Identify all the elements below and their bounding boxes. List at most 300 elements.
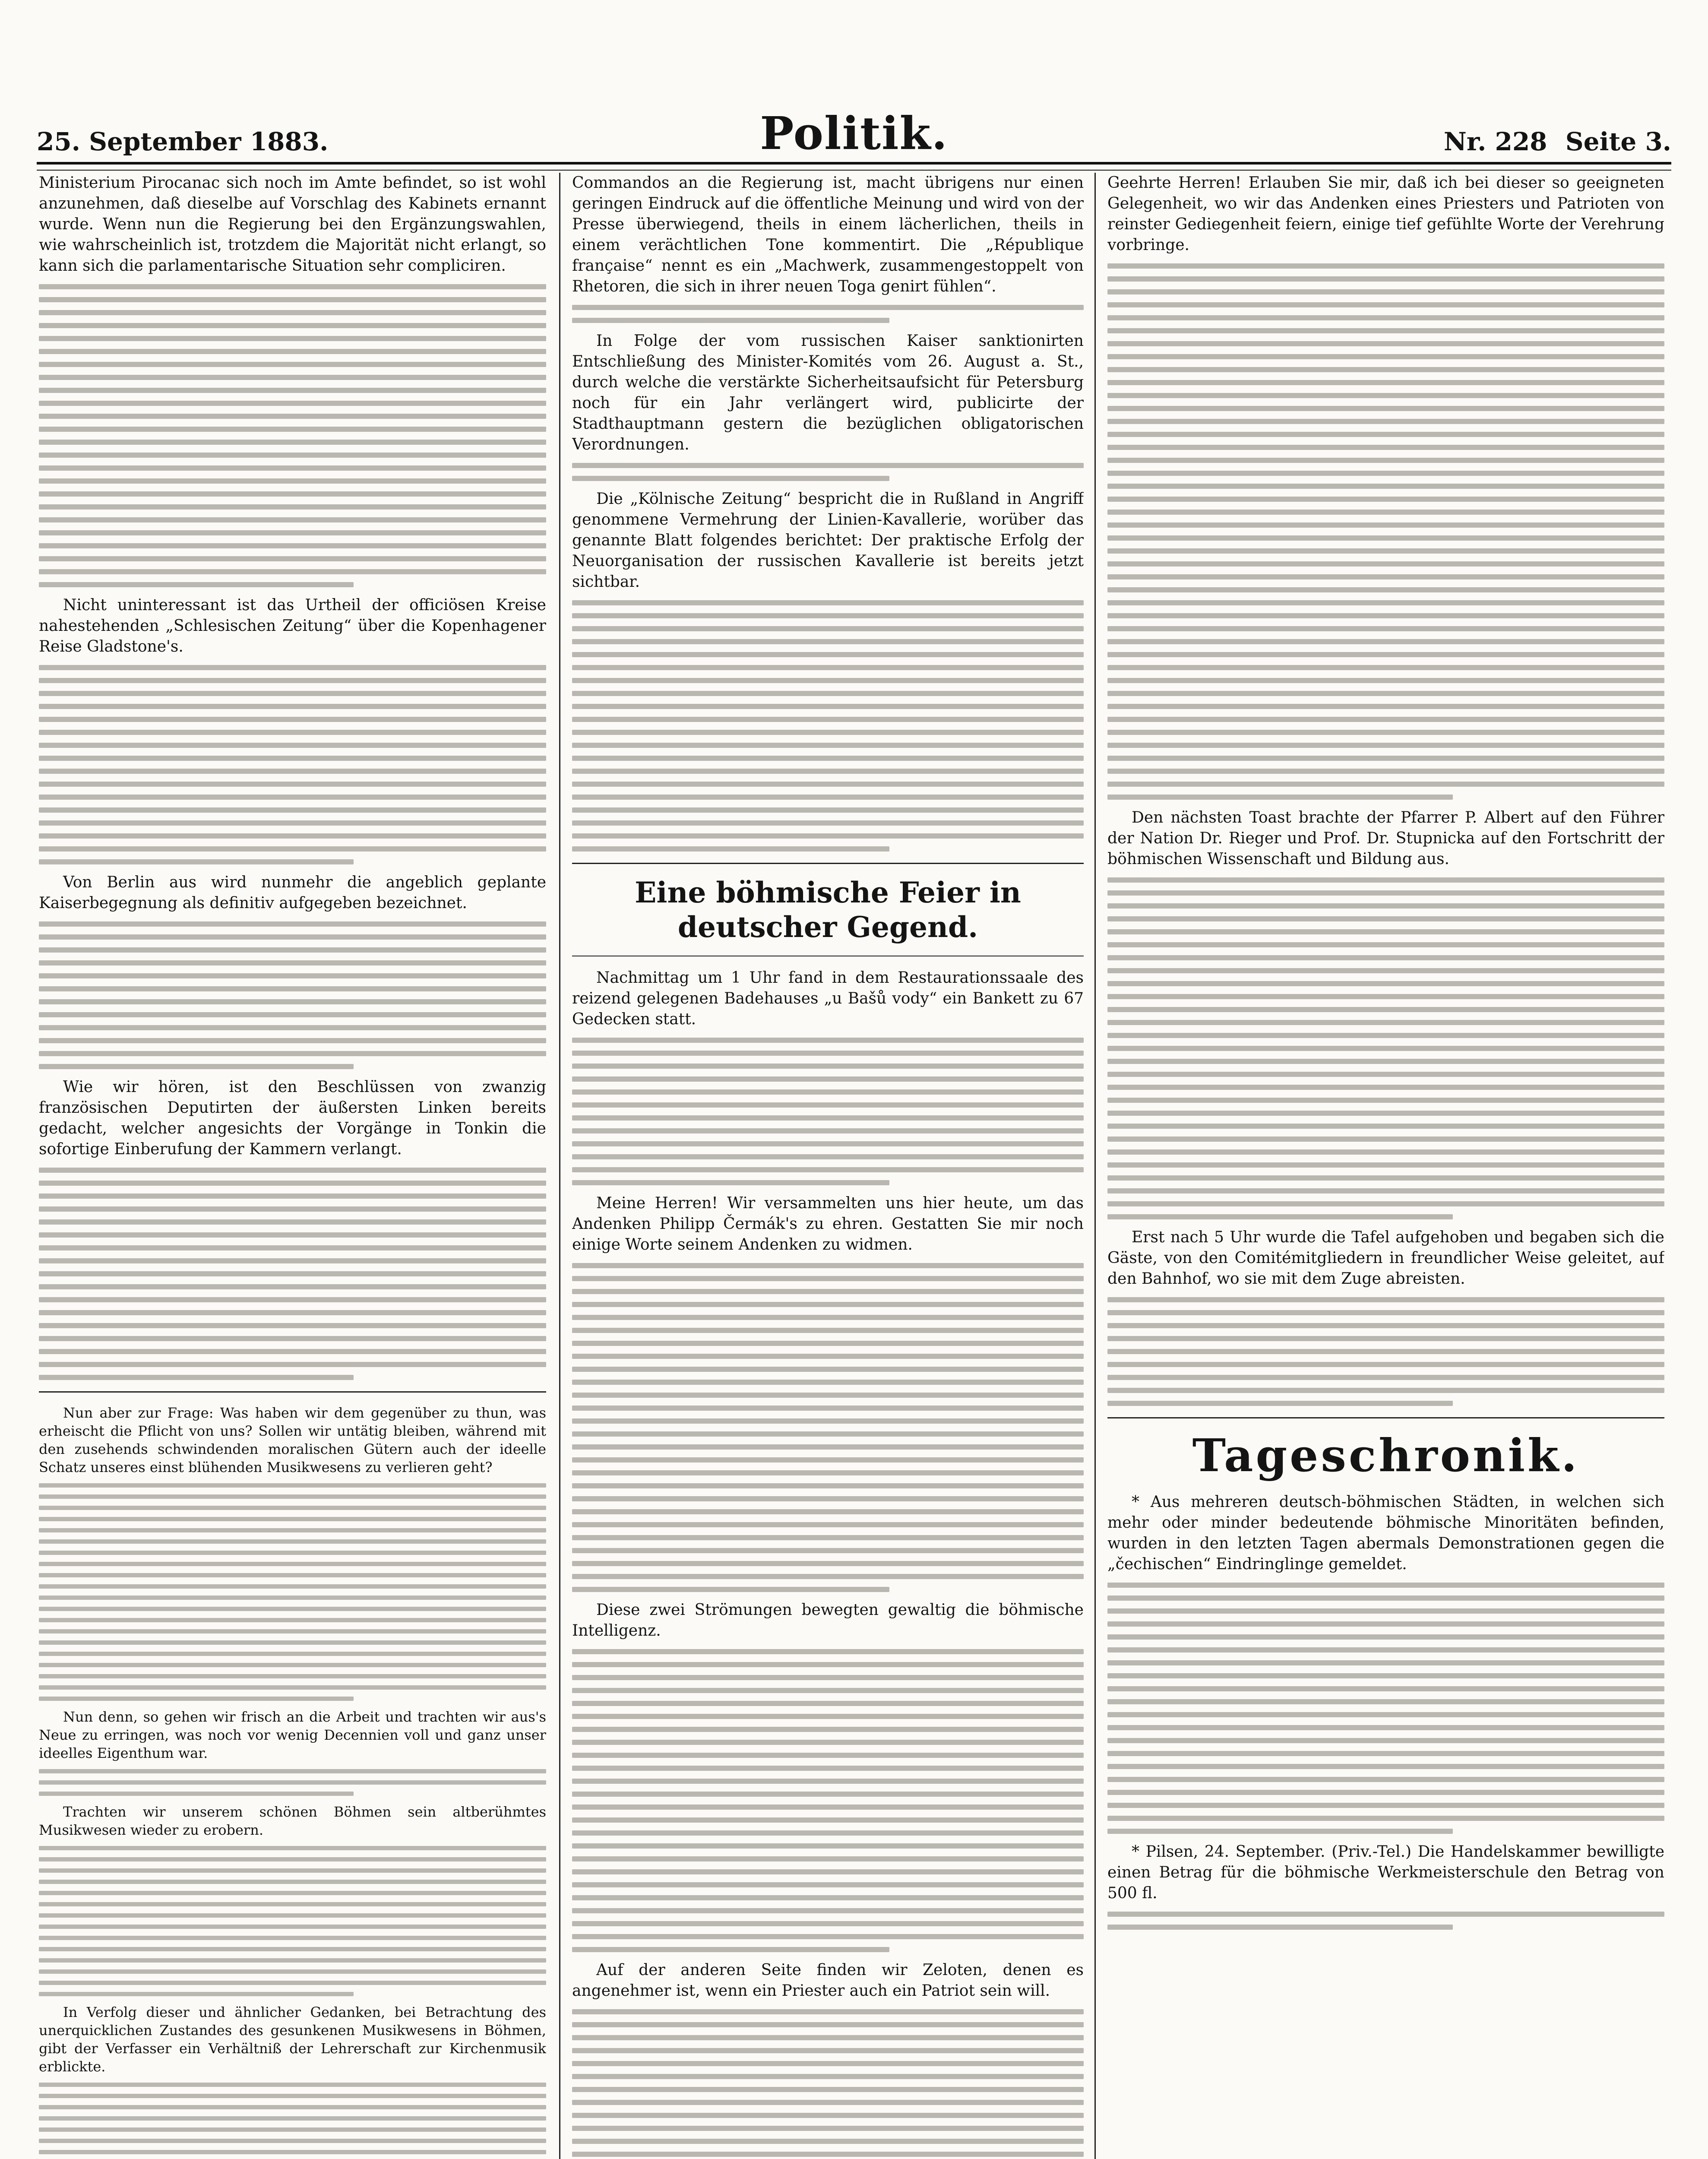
article-paragraph: Von Berlin aus wird nunmehr die angeblich geplante Kaiserbegegnung als definitiv aufgegeben bezeichnet. [39,874,546,912]
text-line [39,1958,546,1963]
text-line [1107,302,1664,307]
text-line [39,1573,546,1577]
text-line [39,1868,546,1873]
text-line [39,582,354,587]
text-line [572,318,889,323]
text-line [39,1947,546,1951]
article-paragraph: Geehrte Herren! Erlauben Sie mir, daß ich bei dieser so geeigneten Gelegenheit, wo wir das Andenken eines Priesters und Patrioten von reinster Gediegenheit feiern, einige tief gefühlte Worte der Verehrung vorbringe. [1107,174,1664,254]
column-3 [1107,173,1664,2159]
text-line [1107,704,1664,709]
article-paragraph: Meine Herren! Wir versammelten uns hier heute, um das Andenken Philipp Čermák's zu ehren. Gestatten Sie mir noch einige Worte seinem Andenken zu widmen. [572,1194,1084,1254]
text-line [39,833,546,839]
text-line [1107,1790,1664,1795]
text-line [572,1406,1084,1411]
text-line [1107,626,1664,631]
text-line [572,1509,1084,1514]
text-line [1107,315,1664,320]
text-line [572,305,1084,310]
text-line [1107,1401,1453,1406]
body-text-lines [1107,877,1664,1219]
text-line [572,1141,1084,1146]
text-line [572,1115,1084,1121]
text-line [572,1380,1084,1385]
article-paragraph: Wie wir hören, ist den Beschlüssen von zwanzig französischen Deputirten der äußersten Linken bereits gedacht, welcher angesichts der Vorgänge in Tonkin die sofortige Einberufung der Kammern verlangt. [39,1078,546,1158]
text-line [572,1869,1084,1874]
body-text-lines [39,2083,546,2159]
text-line [572,1587,889,1592]
text-line [39,1245,546,1250]
text-line [39,1193,546,1199]
text-line [1107,587,1664,592]
article-paragraph: Nun denn, so gehen wir frisch an die Arbeit und trachten wir aus's Neue zu erringen, was noch vor wenig Decennien voll und ganz unser ideelles Eigenthum war. [39,1709,546,1761]
text-line [1107,1725,1664,1730]
text-line [39,1607,546,1611]
article-paragraph: Auf der anderen Seite finden wir Zeloten, denen es angenehmer ist, wenn ein Priester auch ein Patriot sein will. [572,1961,1084,2000]
text-line [572,1701,1084,1706]
text-line [39,1349,546,1354]
text-line [1107,380,1664,385]
text-line [39,1271,546,1276]
text-line [572,1830,1084,1836]
text-line [1107,1596,1664,1601]
section-headline: Tageschronik. [1192,1429,1580,1482]
text-line [1107,890,1664,896]
text-line [39,427,546,432]
text-line [572,2048,1084,2053]
text-line [1107,955,1664,960]
text-line [1107,639,1664,644]
text-line [572,1548,1084,1553]
text-line [39,960,546,966]
text-line [1107,1175,1664,1181]
text-line [1107,1033,1664,1038]
text-line [39,1539,546,1544]
text-line [572,846,889,852]
text-line [572,678,1084,683]
body-text-lines [572,1038,1084,1185]
text-line [572,613,1084,618]
text-line [1107,1751,1664,1756]
text-line [1107,535,1664,541]
text-line [39,2150,546,2154]
body-text-lines [572,1263,1084,1592]
text-line [572,1947,889,1952]
text-line [1107,289,1664,294]
column-1 [39,173,546,2159]
issue-number: Nr. 228 [1443,127,1547,156]
text-line [39,1051,546,1056]
text-line [39,1981,546,1985]
body-text-lines [39,665,546,864]
text-line [39,769,546,774]
text-line [39,1846,546,1850]
text-line [572,1076,1084,1082]
text-line [572,1051,1084,1056]
text-line [39,1494,546,1499]
text-line [39,2083,546,2087]
text-line [572,1276,1084,1281]
text-line [572,1561,1084,1566]
text-line [572,1180,889,1185]
text-line [1107,1388,1664,1393]
text-line [572,476,889,481]
text-line [39,1857,546,1861]
text-line [39,1336,546,1341]
article-paragraph: Ministerium Pirocanac sich noch im Amte befindet, so ist wohl anzunehmen, daß dieselbe auf Vorschlag des Kabinets ernannt wurde. Wenn nun die Regierung bei den Ergänzungswahlen, wie wahrscheinlich ist, trotzdem die Majorität nicht erlangt, so kann sich die parlamentarische Situation sehr compliciren. [39,174,546,275]
text-line [39,1969,546,1974]
text-line [572,1470,1084,1475]
text-line [39,2139,546,2143]
text-line [39,795,546,800]
text-line [572,1038,1084,1043]
text-line [39,1685,546,1690]
article-paragraph: Nachmittag um 1 Uhr fand in dem Restaurationssaale des reizend gelegenen Badehauses „u Bašů vody“ ein Bankett zu 67 Gedecken statt. [572,969,1084,1028]
text-line [572,730,1084,735]
text-line [39,1038,546,1043]
article-paragraph: * Aus mehreren deutsch-böhmischen Städten, in welchen sich mehr oder minder bedeutende böhmische Minoritäten befinden, wurden in den letzten Tagen abermals Demonstrationen gegen die „čechischen“ Eindringlinge gemeldet. [1107,1493,1664,1573]
text-line [39,665,546,670]
text-line [39,1362,546,1367]
text-line [39,1663,546,1667]
text-line [39,820,546,826]
text-line [1107,1660,1664,1665]
text-line [1107,1072,1664,1077]
text-line [39,440,546,445]
text-line [572,717,1084,722]
text-line [1107,1621,1664,1627]
text-line [1107,1738,1664,1743]
text-line [572,1102,1084,1108]
text-line [39,1168,546,1173]
text-line [572,1457,1084,1463]
text-line [1107,484,1664,489]
text-line [39,491,546,497]
text-line [39,1562,546,1566]
text-line [1107,678,1664,683]
body-text-lines [39,1168,546,1380]
text-line [572,1354,1084,1359]
article-separator [39,1391,546,1393]
text-line [1107,1712,1664,1717]
text-line [39,504,546,510]
text-line [1107,1816,1664,1821]
text-line [1107,1297,1664,1302]
text-line [1107,406,1664,411]
text-line [572,795,1084,800]
body-text-lines [572,305,1084,323]
article-separator [572,863,1084,864]
text-line [39,2116,546,2121]
text-line [572,2061,1084,2066]
text-line [39,1640,546,1645]
text-line [1107,1362,1664,1367]
text-line [39,986,546,991]
text-line [39,543,546,548]
text-line [572,1921,1084,1926]
column-2 [572,173,1084,2159]
text-line [572,1804,1084,1810]
text-line [572,1574,1084,1579]
text-line [39,323,546,328]
text-line [1107,929,1664,934]
body-text-lines [1107,1297,1664,1406]
text-line [1107,1323,1664,1328]
text-line [1107,795,1453,800]
text-line [1107,1149,1664,1155]
body-text-lines [572,2009,1084,2159]
text-line [1107,613,1664,618]
text-line [1107,1803,1664,1808]
text-line [39,947,546,953]
text-line [572,600,1084,605]
text-line [1107,994,1664,999]
text-line [572,1688,1084,1693]
text-line [39,1618,546,1622]
text-line [572,2035,1084,2040]
text-line [1107,1375,1664,1380]
text-line [572,743,1084,748]
text-line [39,530,546,535]
text-line [572,1817,1084,1823]
text-line [572,665,1084,670]
text-line [39,678,546,683]
text-line [39,1629,546,1633]
text-line [1107,522,1664,528]
text-line [1107,354,1664,359]
text-line [572,1496,1084,1501]
text-line [39,1925,546,1929]
text-line [1107,1349,1664,1354]
body-text-lines [1107,1912,1664,1930]
text-line [39,730,546,735]
text-line [39,846,546,852]
text-line [1107,968,1664,973]
text-line [572,1779,1084,1784]
text-line [1107,1124,1664,1129]
text-line [39,1780,546,1785]
section-title: Politik. [760,107,948,160]
text-line [572,2139,1084,2144]
text-line [39,362,546,367]
text-line [572,1727,1084,1732]
text-line [1107,458,1664,463]
text-line [39,807,546,813]
text-line [572,1934,1084,1939]
text-line [572,1315,1084,1320]
text-line [1107,1925,1453,1930]
text-line [572,1882,1084,1887]
text-line [39,556,546,561]
text-line [39,1517,546,1521]
text-line [1107,652,1664,657]
masthead [37,108,1671,160]
text-line [39,1913,546,1918]
article-paragraph: In Folge der vom russischen Kaiser sanktionirten Entschließung des Minister-Komités vom 26. August a. St., durch welche die verstärkte Sicherheitsaufsicht für Petersburg noch für ein Jahr verlängert wird, publicirte der Stadthauptmann gestern die bezüglichen obligatorischen Verordnungen. [572,332,1084,453]
text-line [572,1649,1084,1654]
text-line [39,401,546,406]
text-line [572,2022,1084,2027]
text-line [572,626,1084,631]
text-line [39,517,546,522]
text-line [1107,1214,1453,1219]
text-line [39,1064,354,1069]
text-line [39,1674,546,1678]
text-line [1107,717,1664,722]
text-line [39,284,546,289]
text-line [39,1310,546,1315]
text-line [572,769,1084,774]
text-line [1107,1336,1664,1341]
article-paragraph: In Verfolg dieser und ähnlicher Gedanken, bei Betrachtung des unerquicklichen Zustandes des gesunkenen Musikwesens in Böhmen, gibt der Verfasser ein Verhältniß der Lehrerschaft zur Kirchenmusik erblickte. [39,2004,546,2075]
text-line [572,2152,1084,2157]
text-line [572,2074,1084,2079]
article-paragraph: Erst nach 5 Uhr wurde die Tafel aufgehoben und begaben sich die Gäste, von den Comitémitgliedern in freundlicher Weise geleitet, auf den Bahnhof, wo sie mit dem Zuge abreisten. [1107,1228,1664,1288]
text-line [572,1856,1084,1861]
text-line [1107,1777,1664,1782]
text-line [39,921,546,927]
text-line [572,1167,1084,1172]
text-line [39,388,546,393]
text-line [572,1444,1084,1450]
text-line [572,1843,1084,1849]
issue-info [1434,127,1671,156]
text-line [39,1025,546,1030]
text-line [572,1393,1084,1398]
text-line [39,1284,546,1289]
text-line [572,2100,1084,2105]
page-number: Seite 3. [1565,127,1671,156]
text-line [1107,1673,1664,1678]
text-line [1107,691,1664,696]
text-line [1107,1310,1664,1315]
text-line [1107,328,1664,333]
text-line [572,833,1084,839]
text-line [1107,1020,1664,1025]
text-line [1107,341,1664,346]
text-line [1107,276,1664,282]
body-text-lines [572,1649,1084,1952]
text-line [1107,1634,1664,1640]
text-line [1107,942,1664,947]
text-line [572,1154,1084,1159]
text-line [1107,1046,1664,1051]
text-line [39,1012,546,1017]
text-line [1107,1699,1664,1704]
text-line [572,1418,1084,1424]
text-line [1107,1686,1664,1691]
body-text-lines [39,921,546,1069]
issue-date: 25. September 1883. [37,127,329,156]
text-line [1107,903,1664,909]
text-line [572,704,1084,709]
text-line [1107,1188,1664,1193]
text-line [572,1753,1084,1758]
body-text-lines [39,1846,546,1996]
article-paragraph: Die „Kölnische Zeitung“ bespricht die in Rußland in Angriff genommene Vermehrung der Linien-Kavallerie, worüber das genannte Blatt folgendes berichtet: Der praktische Erfolg der Neuorganisation der russischen Kavallerie ist bereits jetzt sichtbar. [572,490,1084,591]
text-line [1107,445,1664,450]
text-line [39,453,546,458]
column-divider [559,173,560,2159]
text-line [39,414,546,419]
article-separator [1107,1417,1664,1418]
text-line [39,1323,546,1328]
text-line [572,1792,1084,1797]
text-line [572,1483,1084,1488]
text-line [1107,548,1664,554]
text-line [39,2127,546,2132]
text-line [39,1596,546,1600]
text-line [572,2113,1084,2118]
article-paragraph: Nun aber zur Frage: Was haben wir dem gegenüber zu thun, was erheischt die Pflicht von uns? Sollen wir untätig bleiben, während mit den zusehends schwindenden moralischen Gütern auch der ideelle Schatz unseres einst blühenden Musikwesens zu verlieren geht? [39,1405,546,1475]
text-line [39,1232,546,1238]
text-line [1107,1764,1664,1769]
text-line [39,973,546,978]
text-line [1107,756,1664,761]
text-line [39,756,546,761]
text-line [572,1895,1084,1900]
text-line [39,859,354,864]
text-line [572,1766,1084,1771]
body-text-lines [572,600,1084,852]
text-line [1107,1007,1664,1012]
text-line [1107,1829,1453,1834]
text-line [1107,1059,1664,1064]
text-line [39,2105,546,2109]
text-line [39,349,546,354]
text-line [1107,782,1664,787]
masthead-rule [37,162,1671,171]
text-line [39,1528,546,1532]
text-line [1107,1583,1664,1588]
text-line [1107,497,1664,502]
text-line [39,375,546,380]
article-paragraph: * Pilsen, 24. September. (Priv.-Tel.) Die Handelskammer bewilligte einen Betrag für die böhmische Werkmeisterschule den Betrag von 500 fl. [1107,1843,1664,1902]
article-paragraph: Diese zwei Strömungen bewegten gewaltig die böhmische Intelligenz. [572,1601,1084,1640]
text-line [572,1522,1084,1527]
text-line [1107,769,1664,774]
text-line [572,782,1084,787]
text-line [39,1902,546,1906]
text-line [39,1769,546,1773]
text-line [572,756,1084,761]
text-line [1107,510,1664,515]
text-line [1107,743,1664,748]
text-line [1107,1085,1664,1090]
text-line [572,1341,1084,1346]
article-paragraph: Trachten wir unserem schönen Böhmen sein altberühmtes Musikwesen wieder zu erobern. [39,1804,546,1838]
text-line [39,1551,546,1555]
text-line [572,639,1084,644]
text-line [572,2087,1084,2092]
text-line [1107,561,1664,567]
text-line [572,2009,1084,2014]
text-line [39,310,546,315]
text-line [1107,1912,1664,1917]
text-line [572,1662,1084,1667]
text-line [39,999,546,1004]
text-line [1107,1136,1664,1142]
text-line [1107,665,1664,670]
article-paragraph: Commandos an die Regierung ist, macht übrigens nur einen geringen Eindruck auf die öffentliche Meinung und wird von der Presse überwiegend, theils in einem lächerlichen, theils in einem verächtlichen Tone kommentirt. Die „République française“ nennt es ein „Machwerk, zusammengestoppelt von Rhetoren, die sich in ihrer neuen Toga genirt fühlen“. [572,174,1084,295]
text-line [1107,600,1664,605]
text-line [39,1297,546,1302]
text-line [39,1584,546,1589]
text-line [39,478,546,484]
text-line [39,704,546,709]
text-line [1107,1111,1664,1116]
text-line [39,717,546,722]
article-paragraph: Nicht uninteressant ist das Urtheil der officiösen Kreise nahestehenden „Schlesischen Zeitung“ über die Kopenhagener Reise Gladstone's. [39,596,546,655]
